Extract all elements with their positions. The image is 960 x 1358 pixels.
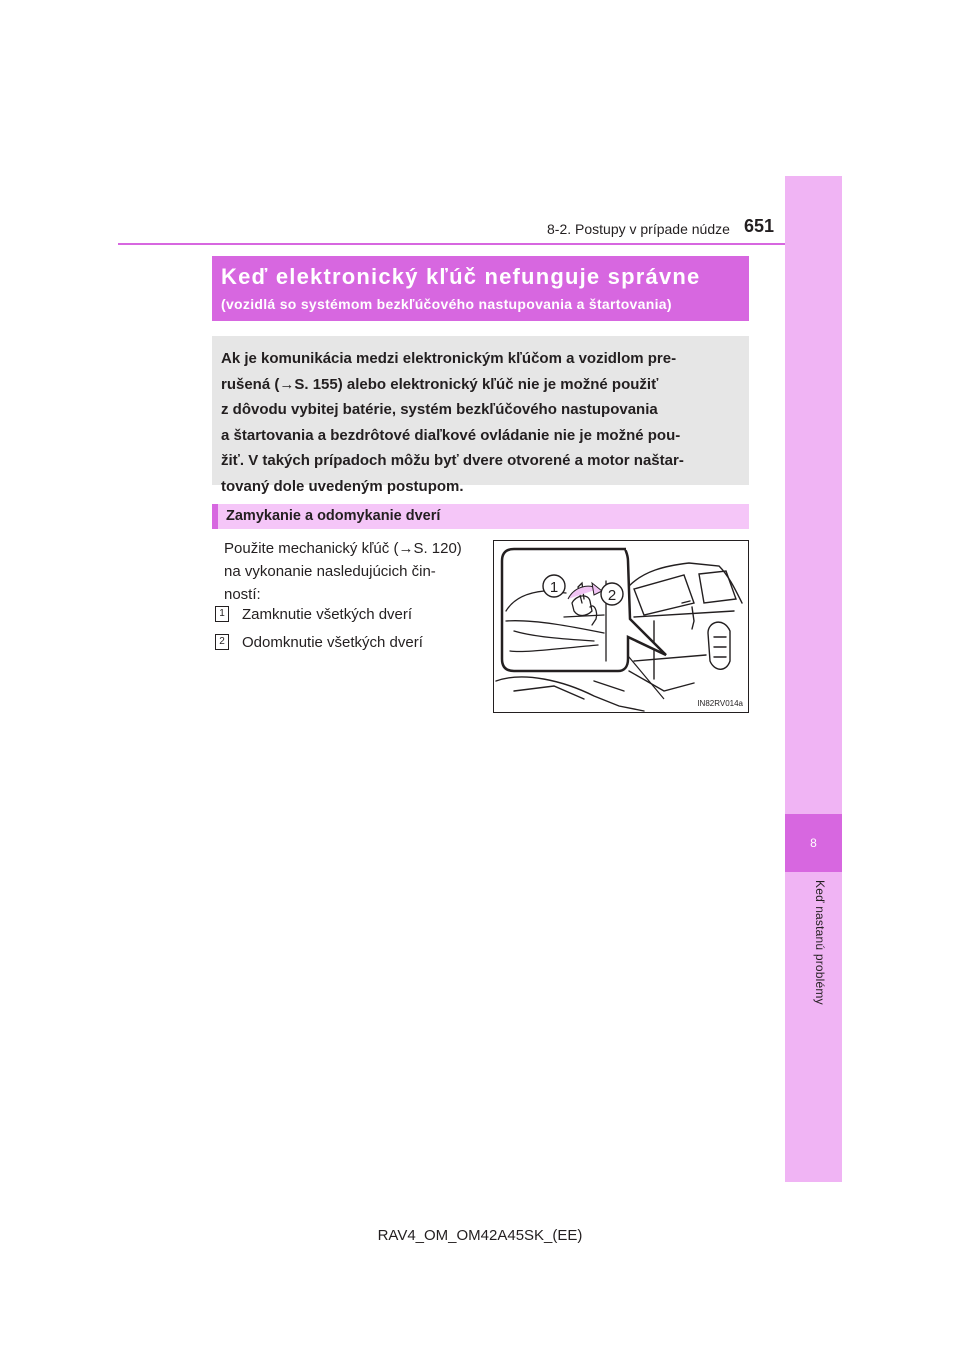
intro-line: a štartovania a bezdrôtové diaľkové ovládanie nie je možné pou-	[221, 426, 681, 444]
chapter-label: Keď nastanú problémy	[813, 880, 827, 1005]
intro-line: rušená (→S. 155) alebo elektronický kľúč nie je možné použiť	[221, 375, 659, 393]
subheading-label: Zamykanie a odomykanie dverí	[226, 508, 441, 524]
intro-box	[212, 336, 749, 495]
header-rule	[118, 243, 785, 245]
callout-1-label: 1	[549, 579, 559, 596]
instruction-text	[224, 537, 488, 606]
subheading	[212, 504, 749, 529]
figure-code: IN82RV014a	[697, 699, 743, 708]
subheading-accent-bar	[212, 504, 218, 529]
body-line: Použite mechanický kľúč (→S. 120)	[224, 540, 462, 557]
document-code: RAV4_OM_OM42A45SK_(EE)	[377, 1227, 583, 1244]
callout-2-label: 2	[607, 587, 617, 604]
step-item	[215, 605, 412, 625]
intro-line: z dôvodu vybitej batérie, systém bezkľúčového nastupovania	[221, 401, 658, 418]
intro-line: žiť. V takých prípadoch môžu byť dvere otvorené a motor naštar-	[221, 452, 684, 469]
body-line: ností:	[224, 586, 261, 603]
chapter-side-tab	[785, 176, 842, 1182]
page-title: Keď elektronický kľúč nefunguje správne	[221, 264, 701, 289]
page-subtitle: (vozidlá so systémom bezkľúčového nastupovania a štartovania)	[221, 296, 672, 312]
body-line: na vykonanie nasledujúcich čin-	[224, 563, 436, 580]
car-door-illustration	[494, 541, 749, 713]
step-number-badge: 1	[215, 606, 229, 622]
intro-line: tovaný dole uvedeným postupom.	[221, 477, 464, 495]
door-key-illustration	[493, 540, 749, 713]
step-number-badge: 2	[215, 634, 229, 650]
section-reference: 8-2. Postupy v prípade núdze	[547, 221, 730, 237]
intro-line: Ak je komunikácia medzi elektronickým kľúčom a vozidlom pre-	[221, 350, 677, 367]
step-text: Zamknutie všetkých dverí	[242, 606, 413, 623]
chapter-number: 8	[785, 814, 842, 872]
title-banner	[212, 256, 749, 321]
step-item	[215, 633, 423, 653]
page-number: 651	[743, 216, 774, 236]
step-text: Odomknutie všetkých dverí	[242, 634, 423, 651]
